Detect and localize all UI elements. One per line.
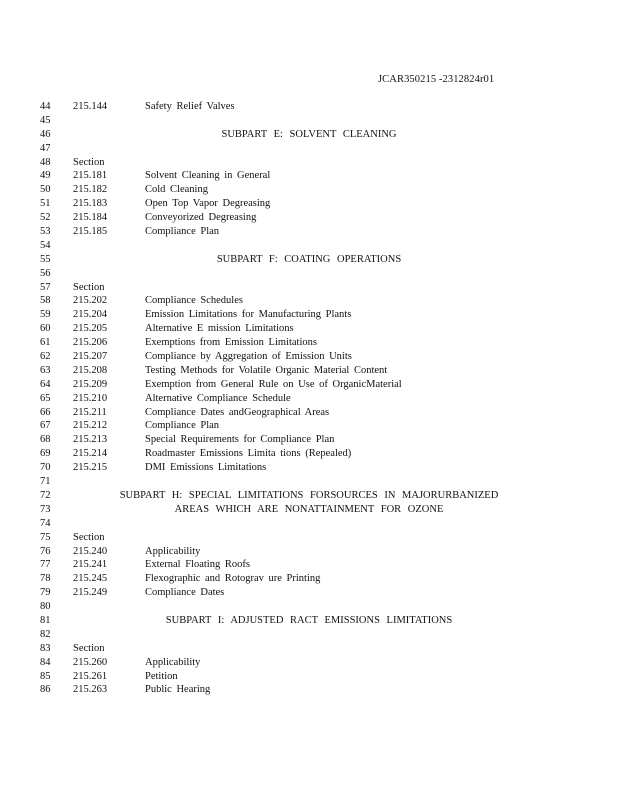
document-line <box>0 183 618 197</box>
subpart-heading: SUBPART H: SPECIAL LIMITATIONS FORSOURCES IN MAJORURBANIZED <box>119 489 499 501</box>
section-title: Alternative E mission Limitations <box>145 323 294 335</box>
document-line <box>0 253 618 267</box>
line-number: 77 <box>40 559 51 571</box>
line-number: 58 <box>40 295 51 307</box>
document-line <box>0 419 618 433</box>
document-line <box>0 169 618 183</box>
section-title: Roadmaster Emissions Limita tions (Repealed) <box>145 448 352 460</box>
line-number: 78 <box>40 573 51 585</box>
line-number: 64 <box>40 378 51 390</box>
document-line <box>0 406 618 420</box>
line-number: 81 <box>40 614 51 626</box>
section-number: 215.144 <box>73 101 108 112</box>
line-number: 59 <box>40 309 51 321</box>
document-line <box>0 656 618 670</box>
line-number: 69 <box>40 448 51 460</box>
document-line <box>0 294 618 308</box>
section-number: 215.240 <box>73 545 108 557</box>
section-title: Applicability <box>145 545 201 557</box>
line-number: 52 <box>40 212 51 224</box>
section-column-label: Section <box>73 531 105 543</box>
section-title: Compliance Dates <box>145 587 225 599</box>
section-title: External Floating Roofs <box>145 559 250 571</box>
document-line <box>0 225 618 239</box>
line-number: 74 <box>40 517 51 529</box>
document-line <box>0 683 618 697</box>
section-number: 215.208 <box>73 364 108 376</box>
section-title: DMI Emissions Limitations <box>145 462 267 474</box>
document-line <box>0 628 618 642</box>
line-number: 67 <box>40 420 51 432</box>
line-number: 49 <box>40 170 51 182</box>
section-number: 215.212 <box>73 420 108 432</box>
section-number: 215.241 <box>73 559 108 571</box>
section-number: 215.249 <box>73 587 108 599</box>
document-line <box>0 586 618 600</box>
line-number: 60 <box>40 323 51 335</box>
document-line <box>0 503 618 517</box>
section-number: 215.210 <box>73 392 108 404</box>
document-line <box>0 336 618 350</box>
section-title: Alternative Compliance Schedule <box>145 392 291 404</box>
section-title: Compliance by Aggregation of Emission Units <box>145 351 352 363</box>
line-number: 53 <box>40 226 51 238</box>
subpart-heading: SUBPART E: SOLVENT CLEANING <box>221 128 397 140</box>
section-title: Emission Limitations for Manufacturing Plants <box>145 309 352 321</box>
document-line <box>0 322 618 336</box>
document-line <box>0 100 618 114</box>
section-column-label: Section <box>73 156 105 168</box>
document-line <box>0 281 618 295</box>
document-line <box>0 461 618 475</box>
document-line <box>0 572 618 586</box>
section-number: 215.213 <box>73 434 108 446</box>
subpart-heading: SUBPART F: COATING OPERATIONS <box>216 253 402 265</box>
line-number: 45 <box>40 114 51 126</box>
document-line <box>0 197 618 211</box>
section-title: Compliance Plan <box>145 420 220 432</box>
line-number: 56 <box>40 267 51 279</box>
document-line <box>0 531 618 545</box>
section-number: 215.211 <box>73 406 107 418</box>
section-number: 215.207 <box>73 351 108 363</box>
section-number: 215.245 <box>73 573 108 585</box>
line-number: 68 <box>40 434 51 446</box>
line-number: 44 <box>40 101 51 112</box>
document-line <box>0 308 618 322</box>
document-line <box>0 447 618 461</box>
line-number: 55 <box>40 253 51 265</box>
line-number: 82 <box>40 628 51 640</box>
line-number: 73 <box>40 503 51 515</box>
line-number: 57 <box>40 281 51 293</box>
document-line <box>0 392 618 406</box>
document-line <box>0 114 618 128</box>
line-number: 65 <box>40 392 51 404</box>
section-title: Conveyorized Degreasing <box>145 212 257 224</box>
line-number: 86 <box>40 684 51 696</box>
subpart-heading: AREAS WHICH ARE NONATTAINMENT FOR OZONE <box>174 503 444 515</box>
line-number: 61 <box>40 337 51 349</box>
section-number: 215.202 <box>73 295 108 307</box>
section-title: Cold Cleaning <box>145 184 208 196</box>
document-line <box>0 350 618 364</box>
section-title: Testing Methods for Volatile Organic Material Content <box>145 364 388 376</box>
line-number: 62 <box>40 351 51 363</box>
document-line <box>0 128 618 142</box>
line-number: 76 <box>40 545 51 557</box>
section-title: Compliance Plan <box>145 226 220 238</box>
section-number: 215.205 <box>73 323 108 335</box>
document-line <box>0 670 618 684</box>
line-number: 79 <box>40 587 51 599</box>
table-of-contents <box>0 100 618 697</box>
document-line <box>0 600 618 614</box>
section-number: 215.209 <box>73 378 108 390</box>
document-line <box>0 239 618 253</box>
line-number: 48 <box>40 156 51 168</box>
line-number: 54 <box>40 239 51 251</box>
line-number: 83 <box>40 642 51 654</box>
line-number: 63 <box>40 364 51 376</box>
section-title: Flexographic and Rotograv ure Printing <box>145 573 321 585</box>
line-number: 46 <box>40 128 51 140</box>
document-line <box>0 142 618 156</box>
section-number: 215.183 <box>73 198 108 210</box>
document-line <box>0 475 618 489</box>
section-number: 215.206 <box>73 337 108 349</box>
section-column-label: Section <box>73 642 105 654</box>
line-number: 47 <box>40 142 51 154</box>
line-number: 75 <box>40 531 51 543</box>
section-title: Exemption from General Rule on Use of OrganicMaterial <box>145 378 402 390</box>
section-number: 215.261 <box>73 670 108 682</box>
section-title: Public Hearing <box>145 684 211 696</box>
section-title: Exemptions from Emission Limitations <box>145 337 317 349</box>
section-title: Open Top Vapor Degreasing <box>145 198 271 210</box>
document-line <box>0 489 618 503</box>
section-number: 215.260 <box>73 656 108 668</box>
document-line <box>0 433 618 447</box>
line-number: 66 <box>40 406 51 418</box>
section-title: Compliance Schedules <box>145 295 243 307</box>
section-title: Applicability <box>145 656 201 668</box>
line-number: 50 <box>40 184 51 196</box>
section-number: 215.185 <box>73 226 108 238</box>
line-number: 84 <box>40 656 51 668</box>
document-line <box>0 558 618 572</box>
section-number: 215.215 <box>73 462 108 474</box>
section-number: 215.184 <box>73 212 108 224</box>
line-number: 72 <box>40 489 51 501</box>
document-line <box>0 642 618 656</box>
section-title: Solvent Cleaning in General <box>145 170 271 182</box>
line-number: 70 <box>40 462 51 474</box>
section-number: 215.263 <box>73 684 108 696</box>
line-number: 80 <box>40 601 51 613</box>
section-column-label: Section <box>73 281 105 293</box>
document-line <box>0 545 618 559</box>
line-number: 71 <box>40 476 51 488</box>
document-line <box>0 211 618 225</box>
section-number: 215.214 <box>73 448 108 460</box>
document-line <box>0 614 618 628</box>
line-number: 51 <box>40 198 51 210</box>
document-id: JCAR350215 -2312824r01 <box>378 74 495 85</box>
section-title: Safety Relief Valves <box>145 101 235 112</box>
document-line <box>0 156 618 170</box>
section-title: Petition <box>145 670 178 682</box>
document-line <box>0 267 618 281</box>
section-number: 215.181 <box>73 170 108 182</box>
section-number: 215.182 <box>73 184 108 196</box>
line-number: 85 <box>40 670 51 682</box>
document-line <box>0 517 618 531</box>
document-line <box>0 378 618 392</box>
section-title: Special Requirements for Compliance Plan <box>145 434 335 446</box>
subpart-heading: SUBPART I: ADJUSTED RACT EMISSIONS LIMITATIONS <box>165 614 453 626</box>
section-number: 215.204 <box>73 309 108 321</box>
section-title: Compliance Dates andGeographical Areas <box>145 406 330 418</box>
document-line <box>0 364 618 378</box>
